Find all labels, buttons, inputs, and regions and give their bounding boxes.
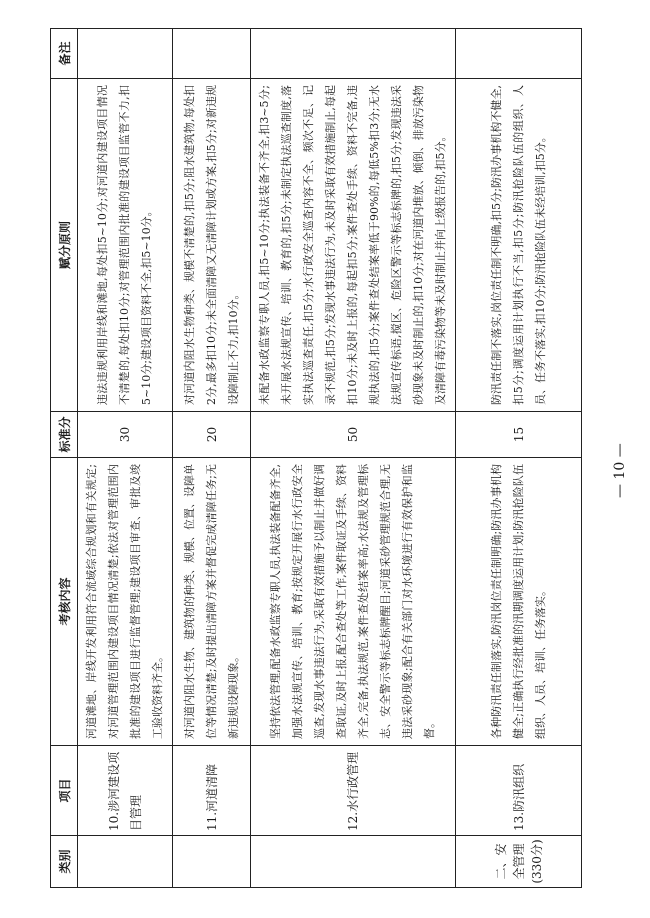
score-cell: 20 — [173, 412, 251, 458]
note-cell — [456, 29, 582, 79]
note-cell — [251, 29, 456, 79]
note-cell — [78, 29, 173, 79]
score-cell: 50 — [251, 412, 456, 458]
assessment-table — [50, 28, 582, 888]
table-row — [173, 29, 251, 888]
header-project: 项目 — [51, 746, 78, 836]
category-cell-empty — [78, 836, 173, 888]
rules-cell: 防汛责任制不落实,岗位责任制不明确,扣5分;防汛办事机构不健全,扣5分;调度运用计划执行不当,扣5分;防汛抢险队伍的组织、人员、任务不落实,扣10分;防汛抢险队伍未经培训,扣5分。 — [456, 79, 582, 412]
page-number: — 10 — — [612, 443, 628, 498]
score-cell: 15 — [456, 412, 582, 458]
header-note: 备注 — [51, 29, 78, 79]
project-cell: 13.防汛组织 — [456, 746, 582, 836]
project-cell: 10.涉河建设项目管理 — [78, 746, 173, 836]
rules-cell: 对河道内阻水生物种类、规模不清楚的,扣5分;阻水建筑物,每处扣2分,最多扣10分;未全面清障又无清障计划或方案,扣5分;对新违规设障制止不力,扣10分。 — [173, 79, 251, 412]
rules-cell: 违法违规利用岸线和滩地,每处扣5~10分;对河道内建设项目情况不清楚的,每处扣10分;对管理范围内批准的建设项目监管不力,扣5~10分;建设项目资料不全,扣5~10分。 — [78, 79, 173, 412]
content-cell: 对河道内阻水生物、建筑物的种类、规模、位置、设障单位等情况清楚;及时提出清障方案并督促完成清障任务;无新违规设障现象。 — [173, 458, 251, 746]
table-row — [456, 29, 582, 888]
content-cell: 各种防汛责任制落实,防汛岗位责任制明确;防汛办事机构健全;正确执行经批准的汛期调度运用计划;防汛抢险队伍组织、人员、培训、任务落实。 — [456, 458, 582, 746]
category-cell-empty — [251, 836, 456, 888]
category-cell: 二、安全管理(330分) — [456, 836, 582, 888]
header-content: 考核内容 — [51, 458, 78, 746]
rules-cell: 未配备水政监察专职人员,扣5~10分;执法装备不齐全,扣3~5分;未开展水法规宣传、培训、教育的,扣5分;未制定执法巡查制度,落实执法巡查责任,扣5分;水行政安全巡查内容不全、频次不足、记录不规范,扣5分;发现水事违法行为,未及时采取有效措施制止,每起扣10分;未及时上报的,每起扣5分;案件查处手续、资料不完备,违规执法的,扣5分;案件查处结案率低于90%的,每低5%扣3分;无水法规宣传标语,搅区、危险区警示等标志标牌的,扣5分;发现违法采砂现象未及时制止的,扣10分;对在河道内堆放、倾倒、排放污染物及清障有毒污染物等未及时制止并向上级报告的,扣5分。 — [251, 79, 456, 412]
category-cell-empty — [173, 836, 251, 888]
header-score: 标准分 — [51, 412, 78, 458]
project-cell: 12.水行政管理 — [251, 746, 456, 836]
project-cell: 11.河道清障 — [173, 746, 251, 836]
content-cell: 坚持依法管理,配备水政监察专职人员,执法装备配备齐全,加强水法规宣传、培训、教育;按规定开展行水行政安全巡查,发现水事违法行为,采取有效措施予以制止并做好调查取证,及时上报,配合查处等工作,案件取证及手续、资料齐全,完备,执法规范,案件查处结案率高;水法规及管理标志、安全警示等标志标牌醒目;河道采砂管理规范合理,无违法采砂现象;配合有关部门对水环境进行有效保护和监督。 — [251, 458, 456, 746]
header-category: 类别 — [51, 836, 78, 888]
score-cell: 30 — [78, 412, 173, 458]
table-row — [78, 29, 173, 888]
table-header-row — [51, 29, 78, 888]
header-rules: 赋分原则 — [51, 79, 78, 412]
content-cell: 河道滩地、岸线开发利用符合流域综合规划和有关规定;对河道管理范围内建设项目情况清楚;依法对管理范围内批准的建设项目进行监督管理;建设项目审查、审批及竣工验收资料齐全。 — [78, 458, 173, 746]
note-cell — [173, 29, 251, 79]
table-row — [251, 29, 456, 888]
